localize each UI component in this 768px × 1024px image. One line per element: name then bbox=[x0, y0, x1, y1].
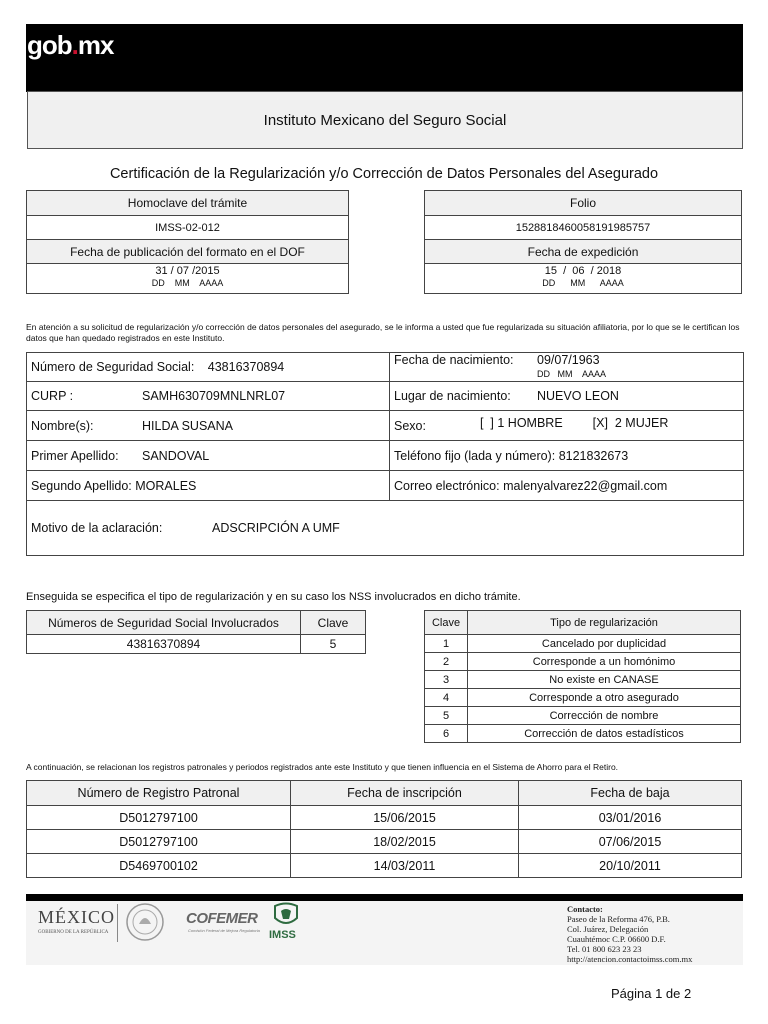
names-value: HILDA SUSANA bbox=[142, 418, 234, 433]
registry-number: D5469700102 bbox=[27, 854, 291, 878]
last1-label: Primer Apellido: bbox=[31, 448, 119, 463]
type-desc: No existe en CANASE bbox=[468, 671, 741, 689]
sex-male-option: [ ] 1 HOMBRE bbox=[480, 415, 563, 430]
cofemer-subtitle: Comisión Federal de Mejora Regulatoria bbox=[188, 928, 260, 933]
folio-value: 1528818460058191985757 bbox=[425, 216, 742, 240]
type-key: 2 bbox=[425, 653, 468, 671]
pub-date-label: Fecha de publicación del formato en el DOF bbox=[27, 240, 349, 264]
pub-date-format: DD MM AAAA bbox=[151, 278, 224, 288]
termination-date: 07/06/2015 bbox=[519, 830, 742, 854]
folio-label: Folio bbox=[425, 191, 742, 216]
pub-date-value: 31 / 07 /2015 bbox=[155, 265, 220, 277]
types-clave-header: Clave bbox=[425, 611, 468, 635]
gobmx-logo[interactable]: gob.mx bbox=[27, 30, 114, 60]
type-key: 3 bbox=[425, 671, 468, 689]
curp-value: SAMH630709MNLNRL07 bbox=[142, 389, 286, 403]
cofemer-logo: COFEMER bbox=[186, 910, 258, 927]
birthplace-label: Lugar de nacimiento: bbox=[394, 389, 511, 403]
nss-value: 43816370894 bbox=[207, 360, 285, 374]
page-number: Página 1 de 2 bbox=[611, 986, 692, 1001]
sex-female-option: [X] 2 MUJER bbox=[592, 415, 669, 430]
exp-date-value: 15 / 06 / 2018 bbox=[544, 265, 622, 277]
contact-link[interactable]: http://atencion.contactoimss.com.mx bbox=[567, 954, 693, 964]
type-desc: Corrección de datos estadísticos bbox=[468, 725, 741, 743]
type-desc: Corrección de nombre bbox=[468, 707, 741, 725]
curp-label: CURP : bbox=[31, 389, 74, 403]
birthplace-value: NUEVO LEON bbox=[537, 389, 619, 403]
section3-note: A continuación, se relacionan los registros patronales y periodos registrados ante este Instituto y que tienen influencia en el Sistema de Ahorro para el Retiro. bbox=[26, 762, 619, 772]
exp-date-format: DD MM AAAA bbox=[542, 278, 624, 288]
folio-table bbox=[424, 190, 742, 294]
contact-line: Col. Juárez, Delegación bbox=[567, 924, 649, 934]
footer-bar bbox=[26, 894, 743, 901]
contact-line: Cuauhtémoc C.P. 06600 D.F. bbox=[567, 934, 666, 944]
names-label: Nombre(s): bbox=[31, 418, 94, 433]
types-tipo-header: Tipo de regularización bbox=[468, 611, 741, 635]
reason-label: Motivo de la aclaración: bbox=[31, 521, 163, 535]
contact-block bbox=[567, 904, 692, 964]
document-title: Certificación de la Regularización y/o Corrección de Datos Personales del Asegurado bbox=[109, 166, 659, 182]
nss-involved-header: Números de Seguridad Social Involucrados bbox=[27, 611, 301, 635]
nss-label: Número de Seguridad Social: bbox=[31, 360, 195, 374]
imss-logo: IMSS bbox=[269, 929, 296, 941]
notice-text: En atención a su solicitud de regularización y/o corrección de datos personales del asegurado, se le informa a usted que fue regularizada su situación afiliatoria, por lo que se le certifican los datos que han quedado registrados en este Instituto. bbox=[26, 322, 740, 343]
clave-value: 5 bbox=[301, 635, 366, 654]
reason-value: ADSCRIPCIÓN A UMF bbox=[212, 521, 340, 535]
mexico-logo-text: MÉXICO bbox=[38, 907, 115, 927]
gob-header-bar bbox=[26, 24, 743, 92]
registry-number: D5012797100 bbox=[27, 830, 291, 854]
institution-banner bbox=[27, 91, 743, 149]
email-label: Correo electrónico: bbox=[394, 478, 500, 493]
registry-number: D5012797100 bbox=[27, 806, 291, 830]
phone-label: Teléfono fijo (lada y número): bbox=[394, 448, 556, 463]
termination-header: Fecha de baja bbox=[519, 781, 742, 806]
imss-eagle-icon bbox=[272, 902, 300, 928]
regularization-types-table bbox=[424, 610, 741, 743]
termination-date: 20/10/2011 bbox=[519, 854, 742, 878]
email-value: malenyalvarez22@gmail.com bbox=[503, 478, 668, 493]
phone-value: 8121832673 bbox=[558, 448, 629, 463]
gobierno-text: GOBIERNO DE LA REPÚBLICA bbox=[38, 930, 109, 935]
clave-header: Clave bbox=[301, 611, 366, 635]
section2-note: Enseguida se especifica el tipo de regularización y en su caso los NSS involucrados en dicho trámite. bbox=[26, 591, 521, 603]
logo-divider bbox=[117, 904, 118, 942]
institution-name: Instituto Mexicano del Seguro Social bbox=[263, 111, 507, 129]
last2-value: MORALES bbox=[135, 478, 197, 493]
type-desc: Corresponde a otro asegurado bbox=[468, 689, 741, 707]
sex-label: Sexo: bbox=[394, 418, 426, 433]
birth-label: Fecha de nacimiento: bbox=[394, 353, 514, 367]
nss-involved-value: 43816370894 bbox=[27, 635, 301, 654]
employer-registry-table bbox=[26, 780, 742, 878]
inscription-date: 14/03/2011 bbox=[291, 854, 519, 878]
type-key: 5 bbox=[425, 707, 468, 725]
inscription-header: Fecha de inscripción bbox=[291, 781, 519, 806]
inscription-date: 18/02/2015 bbox=[291, 830, 519, 854]
registry-header: Número de Registro Patronal bbox=[27, 781, 291, 806]
type-key: 6 bbox=[425, 725, 468, 743]
contact-title: Contacto: bbox=[567, 904, 603, 914]
birth-format: DD MM AAAA bbox=[537, 369, 607, 379]
contact-line: Tel. 01 800 623 23 23 bbox=[567, 944, 642, 954]
type-key: 1 bbox=[425, 635, 468, 653]
homoclave-value: IMSS-02-012 bbox=[27, 216, 349, 240]
inscription-date: 15/06/2015 bbox=[291, 806, 519, 830]
last2-label: Segundo Apellido: bbox=[31, 478, 132, 493]
birth-value: 09/07/1963 bbox=[537, 353, 600, 367]
coat-of-arms-icon bbox=[125, 902, 165, 942]
contact-line: Paseo de la Reforma 476, P.B. bbox=[567, 914, 670, 924]
type-key: 4 bbox=[425, 689, 468, 707]
type-desc: Corresponde a un homónimo bbox=[468, 653, 741, 671]
termination-date: 03/01/2016 bbox=[519, 806, 742, 830]
homoclave-table bbox=[26, 190, 349, 294]
nss-involved-table bbox=[26, 610, 366, 654]
type-desc: Cancelado por duplicidad bbox=[468, 635, 741, 653]
homoclave-label: Homoclave del trámite bbox=[27, 191, 349, 216]
exp-date-label: Fecha de expedición bbox=[425, 240, 742, 264]
last1-value: SANDOVAL bbox=[142, 448, 210, 463]
personal-data-table bbox=[26, 352, 744, 556]
